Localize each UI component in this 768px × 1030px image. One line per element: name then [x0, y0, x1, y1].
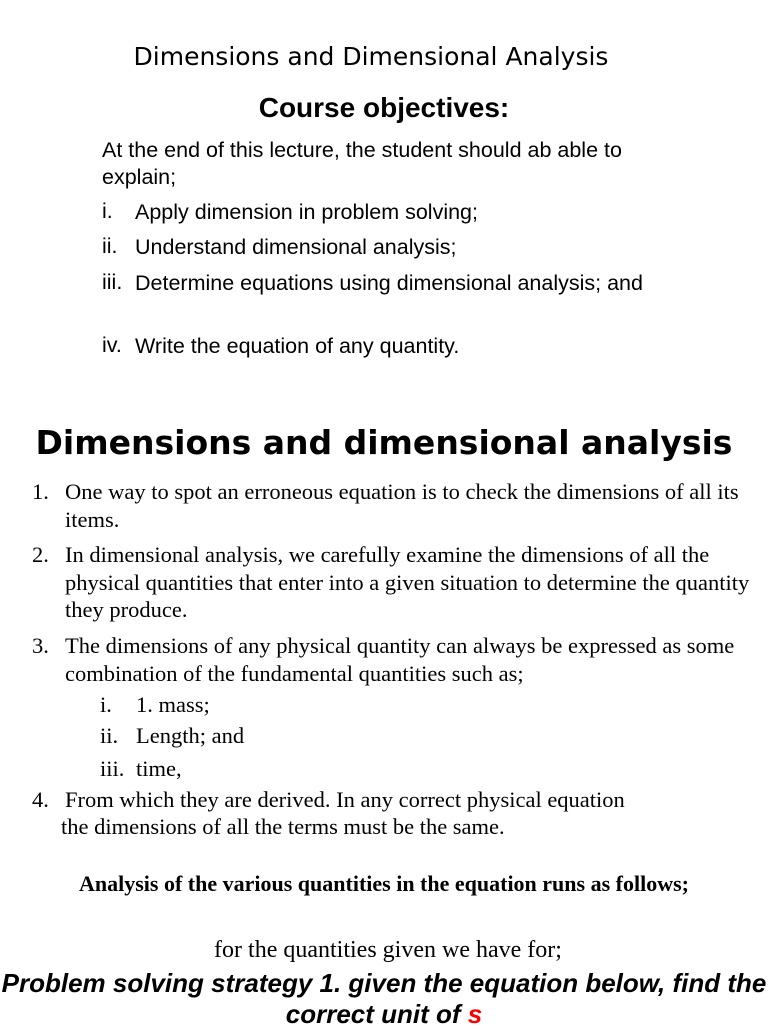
problem-strategy — [0, 968, 768, 1030]
objectives-heading: Course objectives: — [258, 92, 510, 123]
objective-number: iv. — [102, 333, 122, 357]
fundamental-number: ii. — [100, 723, 119, 748]
fundamental-number: i. — [100, 692, 112, 717]
point-text: One way to spot an erroneous equation is to check the dimensions of all its items. — [65, 479, 739, 532]
unit-symbol: s — [467, 999, 483, 1029]
problem-strategy-text: Problem solving strategy 1. given the equation below, find the correct unit of — [1, 968, 767, 1029]
fundamental-text: Length; and — [136, 723, 245, 748]
objective-text: Determine equations using dimensional analysis; and — [135, 271, 643, 295]
objectives-intro: At the end of this lecture, the student should ab able to explain; — [102, 138, 622, 189]
point-number: 2. — [32, 542, 49, 567]
objective-number: ii. — [102, 234, 118, 258]
fundamental-text: time, — [136, 756, 182, 781]
point-number: 1. — [32, 479, 49, 504]
point-number: 3. — [32, 633, 49, 658]
point-number: 4. — [32, 787, 49, 812]
objective-text: Write the equation of any quantity. — [135, 334, 460, 358]
point-text: In dimensional analysis, we carefully examine the dimensions of all the physical quantities that enter into a given situation to determine the quantity they produce. — [65, 542, 750, 622]
objective-text: Understand dimensional analysis; — [135, 235, 457, 259]
analysis-line: Analysis of the various quantities in the equation runs as follows; — [79, 871, 689, 896]
objective-number: i. — [102, 199, 113, 223]
given-line: for the quantities given we have for; — [214, 937, 562, 963]
point-text-continuation: the dimensions of all the terms must be the same. — [61, 814, 505, 839]
objective-number: iii. — [102, 270, 123, 294]
objective-text: Apply dimension in problem solving; — [135, 200, 478, 224]
point-text: From which they are derived. In any correct physical equation — [65, 787, 625, 812]
point-text: The dimensions of any physical quantity can always be expressed as some combination of the fundamental quantities such as; — [65, 633, 735, 686]
section-heading: Dimensions and dimensional analysis — [35, 423, 733, 462]
page-title: Dimensions and Dimensional Analysis — [133, 42, 609, 71]
fundamental-text: 1. mass; — [136, 692, 210, 717]
fundamental-number: iii. — [100, 756, 125, 781]
